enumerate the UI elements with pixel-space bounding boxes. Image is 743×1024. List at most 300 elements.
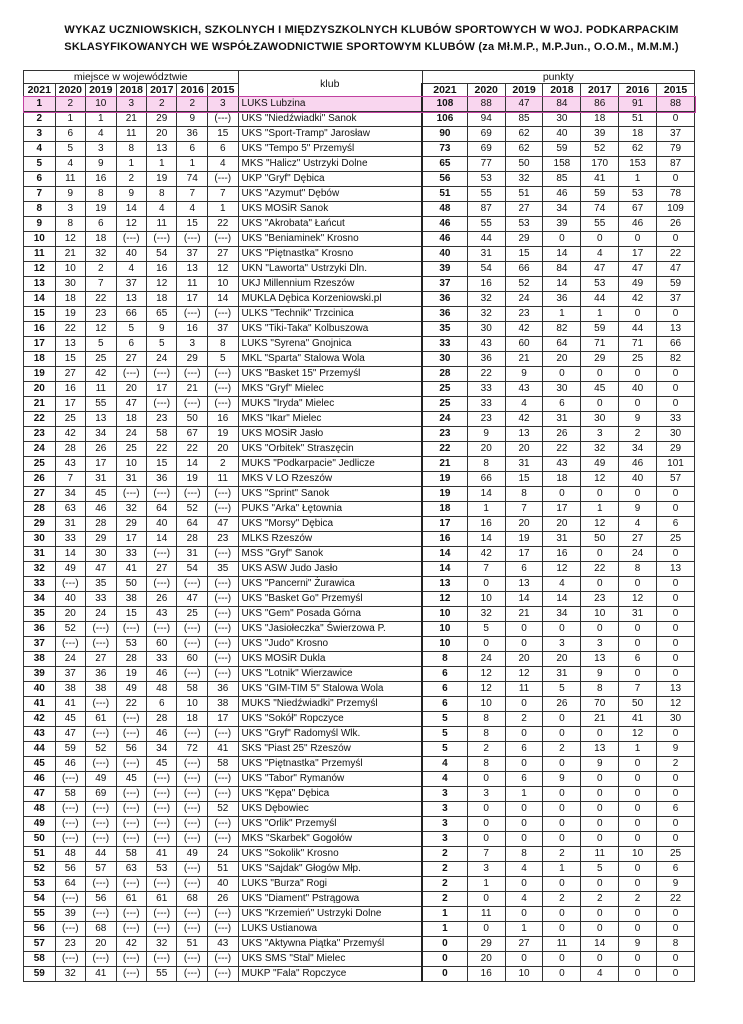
club-name-cell: UKS "Sport-Tramp" Jarosław [238,127,422,142]
points-cell: 69 [467,142,505,157]
points-cell: 16 [467,517,505,532]
points-cell: 22 [657,247,695,262]
table-row [24,322,695,337]
place-cell: 2 [147,97,177,112]
points-2021-cell: 36 [422,307,467,322]
table-row [24,472,695,487]
place-cell: (---) [177,367,207,382]
place-cell: 11 [116,127,146,142]
place-2021-cell: 10 [24,232,56,247]
points-2021-cell: 28 [422,367,467,382]
place-cell: 19 [177,472,207,487]
points-cell: 0 [619,772,657,787]
table-row [24,682,695,697]
place-year-header: 2018 [116,84,146,97]
points-cell: 2 [505,712,543,727]
place-cell: 2 [177,97,207,112]
place-cell: 2 [86,262,116,277]
points-cell: 53 [467,172,505,187]
points-cell: 0 [581,832,619,847]
place-cell: 20 [147,127,177,142]
table-row [24,877,695,892]
place-cell: 52 [177,502,207,517]
place-cell: (---) [147,952,177,967]
points-cell: 27 [619,532,657,547]
place-cell: 31 [86,472,116,487]
place-cell: 52 [86,742,116,757]
points-cell: 13 [505,427,543,442]
club-name-cell: UKS MOSiR Sanok [238,202,422,217]
points-cell: 33 [657,412,695,427]
points-cell: 3 [581,427,619,442]
points-cell: 0 [657,922,695,937]
place-cell: 9 [147,322,177,337]
club-name-cell: UKS "Beniaminek" Krosno [238,232,422,247]
place-cell: 6 [147,697,177,712]
points-cell: 46 [619,457,657,472]
points-cell: 44 [619,322,657,337]
club-name-cell: MKS V LO Rzeszów [238,472,422,487]
points-cell: 32 [581,442,619,457]
place-cell: 40 [207,877,238,892]
points-cell: 15 [505,247,543,262]
points-cell: 1 [467,502,505,517]
points-cell: 31 [543,667,581,682]
place-2021-cell: 3 [24,127,56,142]
place-cell: (---) [116,832,146,847]
place-cell: (---) [207,592,238,607]
place-2021-cell: 25 [24,457,56,472]
place-cell: 50 [177,412,207,427]
place-cell: 31 [116,472,146,487]
place-cell: 67 [177,427,207,442]
place-cell: 31 [55,517,85,532]
points-2021-cell: 30 [422,352,467,367]
points-2021-cell: 17 [422,517,467,532]
points-cell: 9 [467,427,505,442]
points-cell: 43 [505,382,543,397]
points-2021-cell: 14 [422,562,467,577]
points-cell: 1 [619,172,657,187]
place-cell: (---) [177,967,207,982]
points-cell: 25 [657,847,695,862]
place-cell: (---) [177,487,207,502]
club-name-cell: UKS "Morsy" Dębica [238,517,422,532]
place-cell: (---) [207,832,238,847]
place-cell: 40 [147,517,177,532]
points-2021-cell: 12 [422,592,467,607]
points-cell: 12 [581,472,619,487]
points-cell: 40 [543,127,581,142]
place-cell: 30 [86,547,116,562]
points-cell: 0 [505,697,543,712]
points-cell: 47 [657,262,695,277]
place-cell: 23 [207,532,238,547]
place-cell: 33 [55,532,85,547]
points-cell: 109 [657,202,695,217]
points-cell: 8 [467,727,505,742]
points-cell: 27 [505,937,543,952]
place-cell: 51 [177,937,207,952]
points-cell: 0 [467,802,505,817]
place-2021-cell: 56 [24,922,56,937]
place-cell: 11 [207,472,238,487]
club-name-cell: UKS "Basket 15" Przemyśl [238,367,422,382]
table-row [24,742,695,757]
place-cell: 24 [86,607,116,622]
place-cell: 18 [86,232,116,247]
place-cell: 14 [177,457,207,472]
points-cell: 66 [657,337,695,352]
table-row [24,142,695,157]
place-cell: (---) [147,367,177,382]
points-cell: 0 [619,487,657,502]
points-cell: 20 [543,352,581,367]
place-cell: (---) [55,577,85,592]
club-name-cell: MKL "Sparta" Stalowa Wola [238,352,422,367]
points-cell: 26 [657,217,695,232]
points-cell: 0 [657,112,695,127]
points-year-header: 2016 [619,84,657,97]
club-name-cell: LUKS "Burza" Rogi [238,877,422,892]
place-cell: (---) [147,487,177,502]
points-cell: 85 [543,172,581,187]
place-cell: 45 [147,757,177,772]
points-cell: 0 [619,232,657,247]
place-2021-cell: 33 [24,577,56,592]
place-cell: (---) [177,802,207,817]
place-cell: 58 [177,682,207,697]
place-cell: 12 [147,277,177,292]
points-cell: 32 [505,172,543,187]
table-row [24,802,695,817]
place-cell: 24 [147,352,177,367]
place-cell: (---) [207,577,238,592]
place-cell: 4 [147,202,177,217]
points-cell: 18 [619,127,657,142]
place-cell: 29 [86,532,116,547]
points-cell: 0 [657,232,695,247]
place-cell: 18 [116,412,146,427]
place-cell: 16 [55,382,85,397]
table-row [24,727,695,742]
club-name-cell: UKS MOSiR Jasło [238,427,422,442]
points-cell: 34 [543,607,581,622]
place-cell: 22 [116,697,146,712]
place-cell: (---) [55,772,85,787]
points-cell: 0 [581,397,619,412]
points-cell: 0 [543,727,581,742]
place-2021-cell: 51 [24,847,56,862]
place-cell: 54 [177,562,207,577]
points-cell: 153 [619,157,657,172]
points-cell: 1 [505,787,543,802]
points-cell: 10 [467,592,505,607]
club-name-cell: UKS MOSiR Dukla [238,652,422,667]
table-row [24,697,695,712]
place-cell: 34 [147,742,177,757]
place-2021-cell: 1 [24,97,56,112]
place-cell: 10 [55,262,85,277]
place-2021-cell: 48 [24,802,56,817]
place-cell: 13 [147,142,177,157]
points-cell: 0 [619,577,657,592]
place-cell: (---) [55,637,85,652]
points-2021-cell: 25 [422,382,467,397]
place-2021-cell: 43 [24,727,56,742]
points-cell: 0 [657,952,695,967]
points-cell: 0 [619,922,657,937]
table-row [24,412,695,427]
points-cell: 6 [657,517,695,532]
points-cell: 13 [581,652,619,667]
table-row [24,652,695,667]
points-2021-cell: 2 [422,847,467,862]
points-2021-cell: 5 [422,712,467,727]
club-name-cell: UKS "Sajdak" Głogów Młp. [238,862,422,877]
place-cell: (---) [86,757,116,772]
points-cell: 17 [543,502,581,517]
points-cell: 9 [505,367,543,382]
club-name-cell: MKS "Skarbek" Gogołów [238,832,422,847]
table-row [24,817,695,832]
points-cell: 91 [619,97,657,112]
table-row [24,277,695,292]
points-cell: 22 [467,367,505,382]
document-title-line2: SKLASYFIKOWANYCH WE WSPÓŁZAWODNICTWIE SPORTOWYM KLUBÓW (za Mł.M.P., M.P.Jun., O.O.M., M.M.M.) [64,41,679,53]
points-cell: 44 [467,232,505,247]
points-cell: 2 [543,892,581,907]
table-row [24,907,695,922]
table-header [24,71,695,97]
place-2021-cell: 16 [24,322,56,337]
club-name-cell: UKS "Orbitek" Straszęcin [238,442,422,457]
points-cell: 0 [619,307,657,322]
table-row [24,487,695,502]
points-cell: 53 [619,187,657,202]
place-cell: 50 [116,577,146,592]
points-cell: 0 [467,772,505,787]
place-cell: (---) [177,862,207,877]
points-cell: 43 [543,457,581,472]
points-cell: 0 [543,967,581,982]
points-2021-cell: 48 [422,202,467,217]
points-cell: 37 [657,292,695,307]
points-cell: 0 [543,367,581,382]
points-cell: 0 [581,577,619,592]
place-cell: (---) [177,622,207,637]
place-cell: 7 [55,472,85,487]
points-cell: 40 [619,472,657,487]
points-cell: 60 [505,337,543,352]
points-cell: 6 [505,742,543,757]
place-cell: 19 [207,427,238,442]
points-cell: 26 [543,427,581,442]
place-cell: (---) [177,637,207,652]
place-2021-cell: 36 [24,622,56,637]
place-cell: 21 [55,247,85,262]
ranking-table [23,70,695,982]
points-cell: 101 [657,457,695,472]
place-cell: 6 [116,337,146,352]
points-cell: 16 [543,547,581,562]
points-cell: 5 [543,682,581,697]
place-2021-cell: 54 [24,892,56,907]
place-cell: 42 [55,427,85,442]
points-cell: 14 [581,937,619,952]
place-cell: (---) [207,907,238,922]
points-cell: 0 [619,757,657,772]
place-cell: (---) [177,922,207,937]
place-cell: 19 [86,202,116,217]
place-cell: (---) [207,547,238,562]
points-cell: 24 [467,652,505,667]
points-cell: 0 [505,907,543,922]
points-cell: 170 [581,157,619,172]
place-cell: 15 [55,352,85,367]
points-cell: 2 [619,892,657,907]
points-cell: 2 [467,742,505,757]
place-cell: (---) [177,232,207,247]
place-cell: 30 [55,277,85,292]
place-cell: 1 [147,157,177,172]
place-cell: 47 [116,397,146,412]
club-name-cell: UKS "Jasiołeczka" Świerzowa P. [238,622,422,637]
points-cell: 9 [657,742,695,757]
points-cell: 86 [581,97,619,112]
points-cell: 8 [467,712,505,727]
points-cell: 1 [467,877,505,892]
place-cell: (---) [147,772,177,787]
place-cell: 34 [55,487,85,502]
place-cell: 36 [177,127,207,142]
place-cell: 17 [116,532,146,547]
table-row [24,262,695,277]
points-cell: 27 [505,202,543,217]
club-name-cell: UKS "Piętnastka" Przemyśl [238,757,422,772]
points-cell: 0 [657,652,695,667]
place-cell: 61 [116,892,146,907]
points-cell: 18 [543,472,581,487]
place-group-header: miejsce w województwie [24,71,239,84]
place-cell: 25 [86,352,116,367]
table-row [24,337,695,352]
place-2021-cell: 47 [24,787,56,802]
points-cell: 21 [581,712,619,727]
points-2021-cell: 10 [422,607,467,622]
place-cell: (---) [116,622,146,637]
points-cell: 0 [619,397,657,412]
points-cell: 55 [467,187,505,202]
points-cell: 39 [581,127,619,142]
points-cell: 11 [581,847,619,862]
place-cell: 1 [116,157,146,172]
points-cell: 10 [581,607,619,622]
table-row [24,217,695,232]
points-cell: 0 [505,952,543,967]
points-cell: 29 [505,232,543,247]
points-2021-cell: 10 [422,637,467,652]
place-cell: (---) [55,922,85,937]
points-cell: 84 [543,262,581,277]
place-2021-cell: 58 [24,952,56,967]
place-cell: 5 [55,142,85,157]
points-cell: 13 [505,577,543,592]
club-name-cell: MKS "Ikar" Mielec [238,412,422,427]
points-cell: 6 [505,772,543,787]
points-cell: 9 [619,412,657,427]
table-row [24,427,695,442]
club-name-cell: UKJ Millennium Rzeszów [238,277,422,292]
place-cell: 72 [177,742,207,757]
points-cell: 31 [467,247,505,262]
points-cell: 46 [619,217,657,232]
place-cell: 18 [55,292,85,307]
place-cell: 15 [177,217,207,232]
points-2021-cell: 23 [422,427,467,442]
place-cell: (---) [147,622,177,637]
points-cell: 23 [581,592,619,607]
points-cell: 52 [505,277,543,292]
points-cell: 79 [657,142,695,157]
place-cell: 33 [116,547,146,562]
points-cell: 32 [467,292,505,307]
points-cell: 11 [467,907,505,922]
place-cell: 49 [177,847,207,862]
points-cell: 41 [581,172,619,187]
place-2021-cell: 20 [24,382,56,397]
place-cell: 56 [86,892,116,907]
club-name-cell: UKS "Judo" Krosno [238,637,422,652]
points-cell: 0 [657,367,695,382]
place-cell: (---) [177,727,207,742]
place-cell: 32 [55,967,85,982]
place-cell: 23 [55,937,85,952]
place-cell: (---) [207,382,238,397]
points-cell: 0 [657,547,695,562]
points-cell: 0 [657,592,695,607]
place-cell: 12 [55,232,85,247]
place-cell: 5 [86,337,116,352]
points-2021-cell: 1 [422,907,467,922]
points-cell: 8 [505,847,543,862]
points-cell: 0 [581,922,619,937]
points-cell: 0 [543,487,581,502]
points-cell: 13 [581,742,619,757]
place-cell: 13 [116,292,146,307]
points-2021-cell: 36 [422,292,467,307]
points-cell: 20 [505,652,543,667]
points-cell: 0 [467,637,505,652]
points-cell: 41 [619,712,657,727]
points-cell: 22 [657,892,695,907]
points-2021-cell: 3 [422,802,467,817]
place-cell: 61 [147,892,177,907]
points-cell: 84 [543,97,581,112]
place-cell: 56 [116,742,146,757]
place-cell: 27 [147,562,177,577]
place-cell: 42 [116,937,146,952]
place-cell: 12 [207,262,238,277]
points-year-header: 2018 [543,84,581,97]
points-cell: 0 [657,502,695,517]
points-cell: 13 [657,322,695,337]
table-row [24,157,695,172]
place-2021-cell: 49 [24,817,56,832]
place-cell: (---) [207,367,238,382]
place-cell: 58 [55,787,85,802]
points-2021-cell: 33 [422,337,467,352]
